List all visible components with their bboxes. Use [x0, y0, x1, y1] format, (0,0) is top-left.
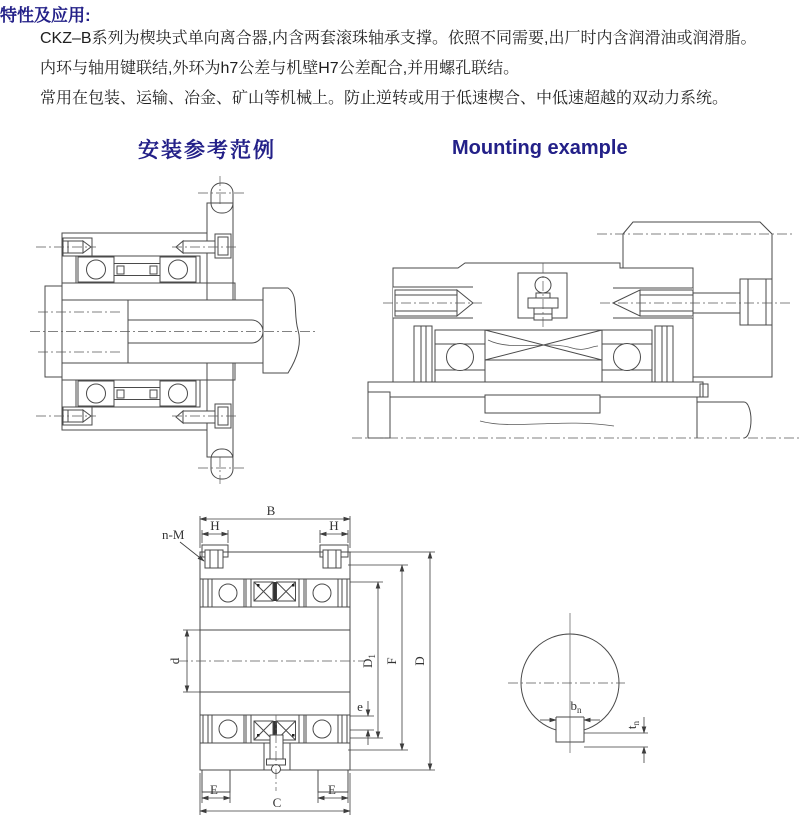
ball-bearing-row-bottom: [76, 380, 200, 407]
left-bolt: [393, 287, 473, 318]
dim-label-E: E: [210, 782, 218, 797]
dimension-H-right: [320, 518, 348, 543]
dimension-nM: [162, 527, 204, 561]
dim-label-nM: n-M: [162, 527, 185, 542]
description-line: 常用在包装、运输、冶金、矿山等机械上。防止逆转或用于低速楔合、中低速超越的双动力系统。: [40, 90, 729, 107]
grease-fitting: [518, 273, 567, 320]
dimension-drawing: [150, 503, 480, 823]
dim-label-D: D: [412, 656, 427, 666]
feature-description: [40, 24, 756, 114]
keyway-detail-drawing: [500, 605, 690, 765]
heading-mounting-en: Mounting example: [452, 137, 628, 159]
dim-label-B: B: [266, 503, 276, 518]
dim-label-F: F: [384, 657, 399, 665]
installation-example-drawing: [22, 175, 352, 485]
dimension-B: [200, 503, 350, 548]
dimension-tn: [584, 717, 648, 763]
heading-installation-cn: 安装参考范例: [138, 139, 276, 162]
dim-label-bn: $b_n$: [570, 698, 582, 715]
mounting-example-drawing: [352, 178, 800, 468]
dim-label-D1: $D_1$: [360, 654, 377, 668]
description-line: 内环与轴用键联结,外环为h7公差与机壁H7公差配合,并用螺孔联结。: [40, 60, 520, 77]
dim-label-H: H: [210, 518, 220, 533]
shaft: [368, 392, 751, 438]
outer-ring-section: [200, 545, 350, 579]
dim-label-C: C: [272, 795, 282, 810]
ball-bearing-left: [414, 326, 485, 382]
dim-label-H2: H: [329, 518, 339, 533]
dim-label-d: d: [167, 657, 182, 665]
dim-label-tn: $t_n$: [624, 720, 641, 730]
dim-label-E2: E: [328, 782, 336, 797]
description-line: CKZ–B系列为楔块式单向离合器,内含两套滚珠轴承支撑。依照不同需要,出厂时内含润滑油或润滑脂。: [40, 30, 757, 47]
dim-label-e: e: [357, 699, 363, 714]
ball-bearing-row-top: [76, 256, 200, 283]
sprag-cage: [485, 330, 602, 382]
ball-bearing-right: [602, 326, 673, 382]
dimension-H-left: [202, 518, 228, 543]
shaft: [62, 288, 299, 373]
dimension-D1: [350, 582, 383, 738]
section-title: 特性及应用:: [0, 6, 91, 25]
bearing-row-top: [200, 579, 350, 607]
